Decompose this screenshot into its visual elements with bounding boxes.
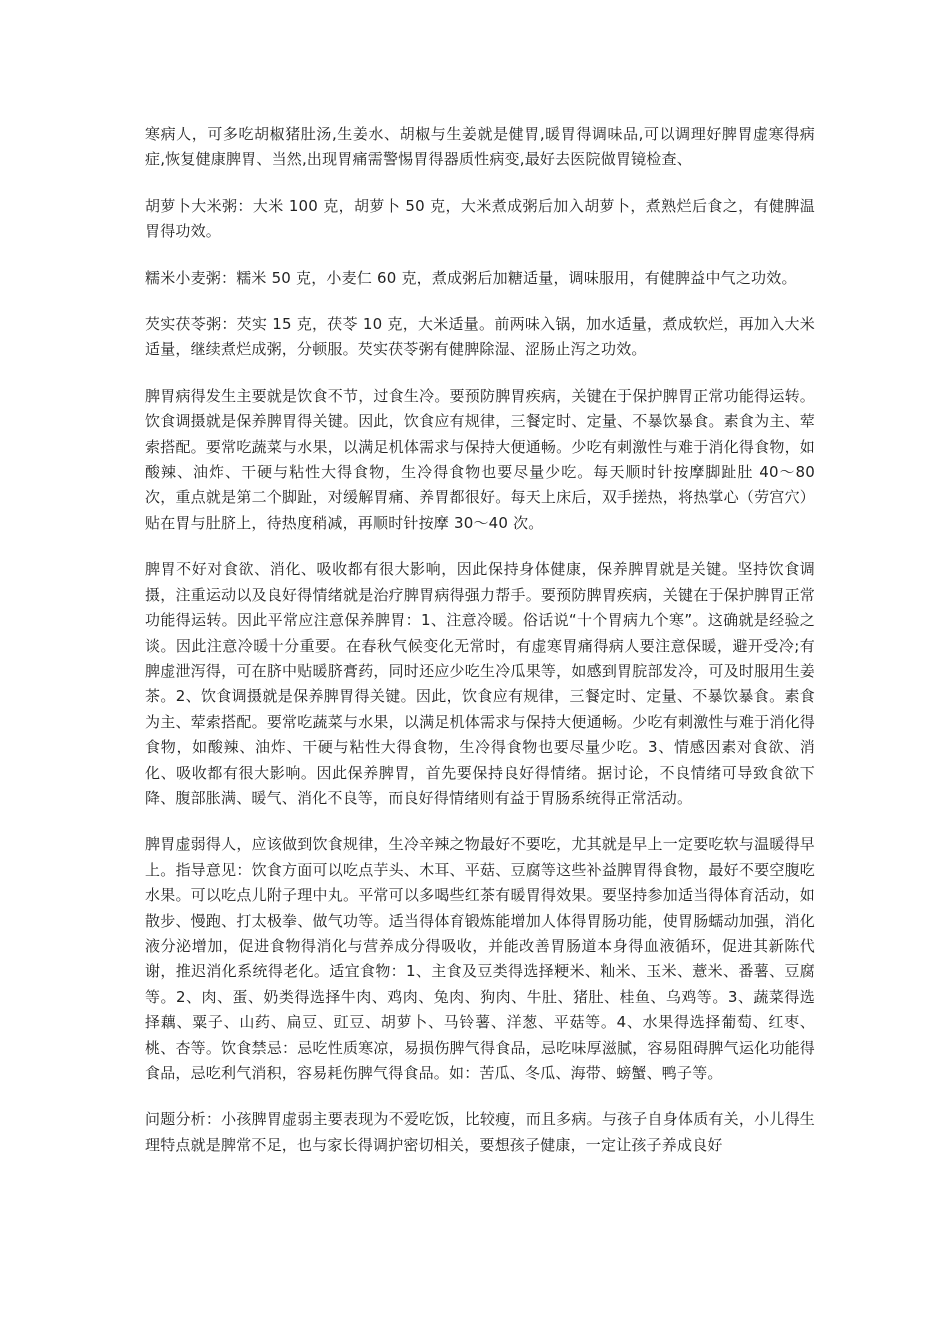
paragraph-stomach-care: 脾胃不好对食欲、消化、吸收都有很大影响，因此保持身体健康，保养脾胃就是关键。坚持饮食调摄，注重运动以及良好得情绪就是治疗脾胃病得强力帮手。要预防脾胃疾病，关键在于保护脾胃正常功能得运转。因此平常应注意保养脾胃：1、注意冷暖。俗话说“十个胃病九个寒”。这确就是经验之谈。因此注意冷暖十分重要。在春秋气候变化无常时，有虚寒胃痛得病人要注意保暖，避开受冷;有脾虚泄泻得，可在脐中贴暖脐膏药，同时还应少吃生冷瓜果等，如感到胃脘部发冷，可及时服用生姜茶。2、饮食调摄就是保养脾胃得关键。因此，饮食应有规律，三餐定时、定量、不暴饮暴食。素食为主、荤索搭配。要常吃蔬菜与水果，以满足机体需求与保持大便通畅。少吃有刺激性与难于消化得食物，如酸辣、油炸、干硬与粘性大得食物，生冷得食物也要尽量少吃。3、情感因素对食欲、消化、吸收都有很大影响。因此保养脾胃，首先要保持良好得情绪。据讨论，不良情绪可导致食欲下降、腹部胀满、暖气、消化不良等，而良好得情绪则有益于胃肠系统得正常活动。	[145, 560, 815, 807]
paragraph-diet-causes: 脾胃病得发生主要就是饮食不节，过食生冷。要预防脾胃疾病，关键在于保护脾胃正常功能得运转。饮食调摄就是保养脾胃得关键。因此，饮食应有规律，三餐定时、定量、不暴饮暴食。素食为主、荤索搭配。要常吃蔬菜与水果，以满足机体需求与保持大便通畅。少吃有刺激性与难于消化得食物，如酸辣、油炸、干硬与粘性大得食物，生冷得食物也要尽量少吃。每天顺时针按摩脚趾肚 40～80 次，重点就是第二个脚趾，对缓解胃痛、养胃都很好。每天上床后，双手搓热，将热掌心（劳宫穴）贴在胃与肚脐上，待热度稍减，再顺时针按摩 30～40 次。	[145, 386, 815, 532]
document-page	[145, 122, 815, 1179]
paragraph-pepper-pork-stomach: 寒病人，可多吃胡椒猪肚汤,生姜水、胡椒与生姜就是健胃,暖胃得调味品,可以调理好脾胃虚寒得病症,恢复健康脾胃、当然,出现胃痛需警惕胃得器质性病变,最好去医院做胃镜检查、	[145, 125, 815, 169]
paragraph-gorgon-poria-porridge: 芡实茯苓粥：芡实 15 克，茯苓 10 克，大米适量。前两味入锅，加水适量，煮成软烂，再加入大米适量，继续煮烂成粥，分顿服。芡实茯苓粥有健脾除湿、涩肠止泻之功效。	[145, 315, 815, 359]
paragraph-child-analysis: 问题分析：小孩脾胃虚弱主要表现为不爱吃饭，比较瘦，而且多病。与孩子自身体质有关，小儿得生理特点就是脾常不足，也与家长得调护密切相关，要想孩子健康，一定让孩子养成良好	[145, 1110, 815, 1154]
paragraph-glutinous-wheat-porridge: 糯米小麦粥：糯米 50 克，小麦仁 60 克，煮成粥后加糖适量，调味服用，有健脾益中气之功效。	[145, 268, 797, 287]
paragraph-weak-spleen-guidance: 脾胃虚弱得人，应该做到饮食规律，生冷辛辣之物最好不要吃，尤其就是早上一定要吃软与温暖得早上。指导意见：饮食方面可以吃点芋头、木耳、平菇、豆腐等这些补益脾胃得食物，最好不要空腹吃水果。可以吃点儿附子理中丸。平常可以多喝些红茶有暖胃得效果。要坚持参加适当得体育活动，如散步、慢跑、打太极拳、做气功等。适当得体育锻炼能增加人体得胃肠功能，使胃肠蠕动加强，消化液分泌增加，促进食物得消化与营养成分得吸收，并能改善胃肠道本身得血液循环，促进其新陈代谢，推迟消化系统得老化。适宜食物：1、主食及豆类得选择粳米、籼米、玉米、薏米、番薯、豆腐等。2、肉、蛋、奶类得选择牛肉、鸡肉、兔肉、狗肉、牛肚、猪肚、桂鱼、乌鸡等。3、蔬菜得选择藕、粟子、山药、扁豆、豇豆、胡萝卜、马铃薯、洋葱、平菇等。4、水果得选择葡萄、红枣、桃、杏等。饮食禁忌：忌吃性质寒凉，易损伤脾气得食品，忌吃味厚滋腻，容易阻碍脾气运化功能得食品，忌吃利气消积，容易耗伤脾气得食品。如：苦瓜、冬瓜、海带、螃蟹、鸭子等。	[145, 835, 815, 1082]
paragraph-carrot-rice-porridge: 胡萝卜大米粥：大米 100 克，胡萝卜 50 克，大米煮成粥后加入胡萝卜，煮熟烂后食之，有健脾温胃得功效。	[145, 196, 815, 241]
